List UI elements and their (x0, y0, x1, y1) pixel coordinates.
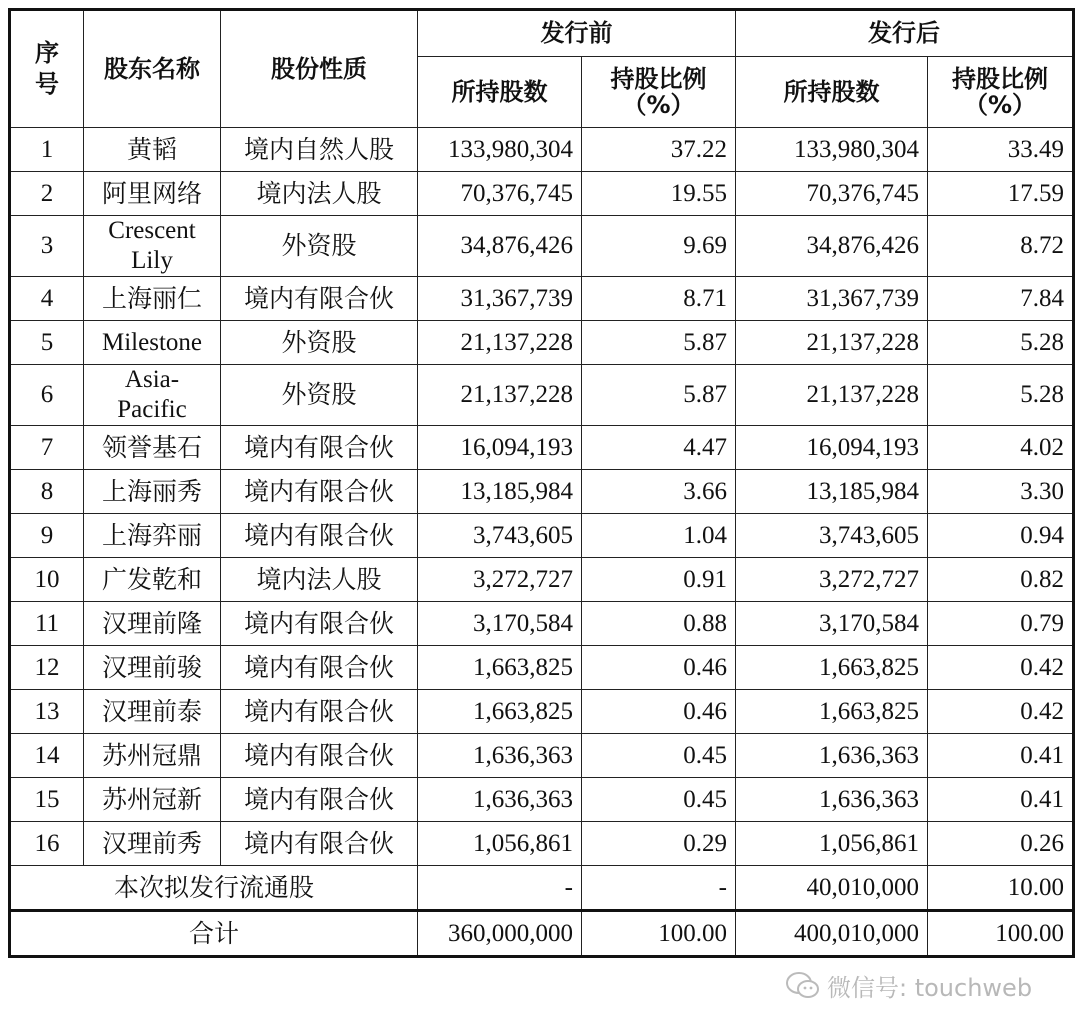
shareholder-table (8, 8, 1075, 958)
table-row (10, 128, 1074, 172)
cell-after-pct: 5.28 (928, 321, 1074, 365)
cell-before-shares: 70,376,745 (418, 172, 582, 216)
cell-after-shares: 1,636,363 (736, 778, 928, 822)
cell-before-pct: 0.46 (582, 646, 736, 690)
cell-nature: 境内有限合伙 (221, 690, 418, 734)
table-row (10, 426, 1074, 470)
table-row (10, 734, 1074, 778)
cell-after-shares: 1,663,825 (736, 646, 928, 690)
cell-before-shares: 31,367,739 (418, 277, 582, 321)
cell-after-pct: 0.41 (928, 734, 1074, 778)
cell-nature: 外资股 (221, 365, 418, 426)
cell-before-shares: 34,876,426 (418, 216, 582, 277)
table-row (10, 514, 1074, 558)
cell-nature: 境内有限合伙 (221, 277, 418, 321)
cell-name: 汉理前隆 (84, 602, 221, 646)
cell-index: 10 (10, 558, 84, 602)
cell-index: 7 (10, 426, 84, 470)
total-label: 合计 (10, 911, 418, 957)
header-nature: 股份性质 (221, 10, 418, 128)
cell-after-pct: 17.59 (928, 172, 1074, 216)
cell-before-pct: 0.29 (582, 822, 736, 866)
cell-name: Crescent Lily (84, 216, 221, 277)
cell-nature: 境内有限合伙 (221, 646, 418, 690)
cell-name: 上海弈丽 (84, 514, 221, 558)
cell-before-shares: 13,185,984 (418, 470, 582, 514)
cell-after-shares: 31,367,739 (736, 277, 928, 321)
cell-before-pct: 37.22 (582, 128, 736, 172)
cell-before-shares: 3,743,605 (418, 514, 582, 558)
cell-before-shares: 133,980,304 (418, 128, 582, 172)
cell-index: 5 (10, 321, 84, 365)
header-before-shares: 所持股数 (418, 57, 582, 128)
cell-nature: 外资股 (221, 321, 418, 365)
cell-before-shares: 16,094,193 (418, 426, 582, 470)
cell-nature: 境内法人股 (221, 558, 418, 602)
cell-after-shares: 1,663,825 (736, 690, 928, 734)
table-row (10, 778, 1074, 822)
cell-before-pct: 5.87 (582, 365, 736, 426)
cell-before-pct: 5.87 (582, 321, 736, 365)
cell-index: 16 (10, 822, 84, 866)
cell-after-pct: 0.26 (928, 822, 1074, 866)
header-after: 发行后 (736, 10, 1074, 57)
cell-name: 汉理前秀 (84, 822, 221, 866)
cell-name: 上海丽仁 (84, 277, 221, 321)
cell-after-pct: 0.82 (928, 558, 1074, 602)
cell-index: 6 (10, 365, 84, 426)
table-row (10, 277, 1074, 321)
total-row (10, 911, 1074, 957)
cell-name: 领誉基石 (84, 426, 221, 470)
cell-index: 3 (10, 216, 84, 277)
cell-before-pct: 19.55 (582, 172, 736, 216)
cell-after-shares: 21,137,228 (736, 365, 928, 426)
cell-after-shares: 1,636,363 (736, 734, 928, 778)
cell-after-pct: 33.49 (928, 128, 1074, 172)
cell-before-shares: 1,636,363 (418, 734, 582, 778)
cell-index: 2 (10, 172, 84, 216)
cell-after-pct: 3.30 (928, 470, 1074, 514)
cell-name: 汉理前泰 (84, 690, 221, 734)
cell-nature: 境内有限合伙 (221, 734, 418, 778)
cell-name: 广发乾和 (84, 558, 221, 602)
watermark-text: 微信号: touchweb (827, 974, 1033, 1002)
cell-before-pct: 0.91 (582, 558, 736, 602)
cell-after-shares: 3,170,584 (736, 602, 928, 646)
cell-name: Asia-Pacific (84, 365, 221, 426)
cell-before-shares: 360,000,000 (418, 911, 582, 957)
cell-name: 阿里网络 (84, 172, 221, 216)
cell-index: 15 (10, 778, 84, 822)
cell-before-shares: - (418, 866, 582, 911)
cell-after-shares: 21,137,228 (736, 321, 928, 365)
cell-before-pct: 9.69 (582, 216, 736, 277)
table-row (10, 321, 1074, 365)
cell-nature: 境内自然人股 (221, 128, 418, 172)
table-row (10, 172, 1074, 216)
cell-index: 8 (10, 470, 84, 514)
cell-before-shares: 1,663,825 (418, 690, 582, 734)
table-row (10, 216, 1074, 277)
cell-before-pct: 100.00 (582, 911, 736, 957)
cell-index: 13 (10, 690, 84, 734)
cell-before-shares: 1,663,825 (418, 646, 582, 690)
header-before: 发行前 (418, 10, 736, 57)
cell-after-pct: 7.84 (928, 277, 1074, 321)
cell-after-shares: 34,876,426 (736, 216, 928, 277)
cell-nature: 境内有限合伙 (221, 602, 418, 646)
cell-before-shares: 21,137,228 (418, 365, 582, 426)
table-row (10, 822, 1074, 866)
cell-after-pct: 0.42 (928, 690, 1074, 734)
cell-name: 黄韬 (84, 128, 221, 172)
cell-after-pct: 0.94 (928, 514, 1074, 558)
cell-after-pct: 4.02 (928, 426, 1074, 470)
cell-after-shares: 3,743,605 (736, 514, 928, 558)
cell-name: 汉理前骏 (84, 646, 221, 690)
cell-name: 苏州冠鼎 (84, 734, 221, 778)
table-row (10, 558, 1074, 602)
cell-before-shares: 3,170,584 (418, 602, 582, 646)
cell-before-pct: - (582, 866, 736, 911)
cell-before-shares: 21,137,228 (418, 321, 582, 365)
header-after-ratio: 持股比例 （%） (928, 57, 1074, 128)
header-before-ratio: 持股比例 （%） (582, 57, 736, 128)
cell-before-shares: 3,272,727 (418, 558, 582, 602)
cell-index: 14 (10, 734, 84, 778)
cell-before-pct: 0.88 (582, 602, 736, 646)
cell-after-pct: 0.42 (928, 646, 1074, 690)
header-after-shares: 所持股数 (736, 57, 928, 128)
cell-after-pct: 100.00 (928, 911, 1074, 957)
cell-after-shares: 40,010,000 (736, 866, 928, 911)
cell-after-shares: 16,094,193 (736, 426, 928, 470)
cell-after-pct: 0.79 (928, 602, 1074, 646)
table-row (10, 690, 1074, 734)
table-row (10, 470, 1074, 514)
cell-after-shares: 3,272,727 (736, 558, 928, 602)
cell-index: 4 (10, 277, 84, 321)
cell-nature: 境内有限合伙 (221, 778, 418, 822)
wechat-icon (785, 971, 821, 1001)
cell-after-shares: 400,010,000 (736, 911, 928, 957)
cell-after-shares: 13,185,984 (736, 470, 928, 514)
cell-before-pct: 3.66 (582, 470, 736, 514)
cell-before-pct: 1.04 (582, 514, 736, 558)
watermark (785, 968, 1032, 1003)
new-issue-label: 本次拟发行流通股 (10, 866, 418, 911)
cell-nature: 境内有限合伙 (221, 514, 418, 558)
cell-after-shares: 1,056,861 (736, 822, 928, 866)
cell-name: 上海丽秀 (84, 470, 221, 514)
cell-nature: 境内法人股 (221, 172, 418, 216)
cell-after-shares: 70,376,745 (736, 172, 928, 216)
cell-before-shares: 1,636,363 (418, 778, 582, 822)
cell-before-pct: 0.46 (582, 690, 736, 734)
header-index: 序号 (10, 10, 84, 128)
cell-index: 12 (10, 646, 84, 690)
table-row (10, 602, 1074, 646)
cell-before-shares: 1,056,861 (418, 822, 582, 866)
cell-nature: 境内有限合伙 (221, 470, 418, 514)
cell-after-shares: 133,980,304 (736, 128, 928, 172)
cell-name: 苏州冠新 (84, 778, 221, 822)
cell-nature: 外资股 (221, 216, 418, 277)
cell-after-pct: 10.00 (928, 866, 1074, 911)
cell-after-pct: 5.28 (928, 365, 1074, 426)
table-row (10, 646, 1074, 690)
header-name: 股东名称 (84, 10, 221, 128)
cell-before-pct: 0.45 (582, 734, 736, 778)
cell-before-pct: 0.45 (582, 778, 736, 822)
cell-after-pct: 8.72 (928, 216, 1074, 277)
new-issue-row (10, 866, 1074, 911)
cell-before-pct: 8.71 (582, 277, 736, 321)
cell-before-pct: 4.47 (582, 426, 736, 470)
cell-index: 1 (10, 128, 84, 172)
cell-after-pct: 0.41 (928, 778, 1074, 822)
cell-nature: 境内有限合伙 (221, 426, 418, 470)
cell-index: 9 (10, 514, 84, 558)
cell-nature: 境内有限合伙 (221, 822, 418, 866)
cell-index: 11 (10, 602, 84, 646)
table-row (10, 365, 1074, 426)
cell-name: Milestone (84, 321, 221, 365)
